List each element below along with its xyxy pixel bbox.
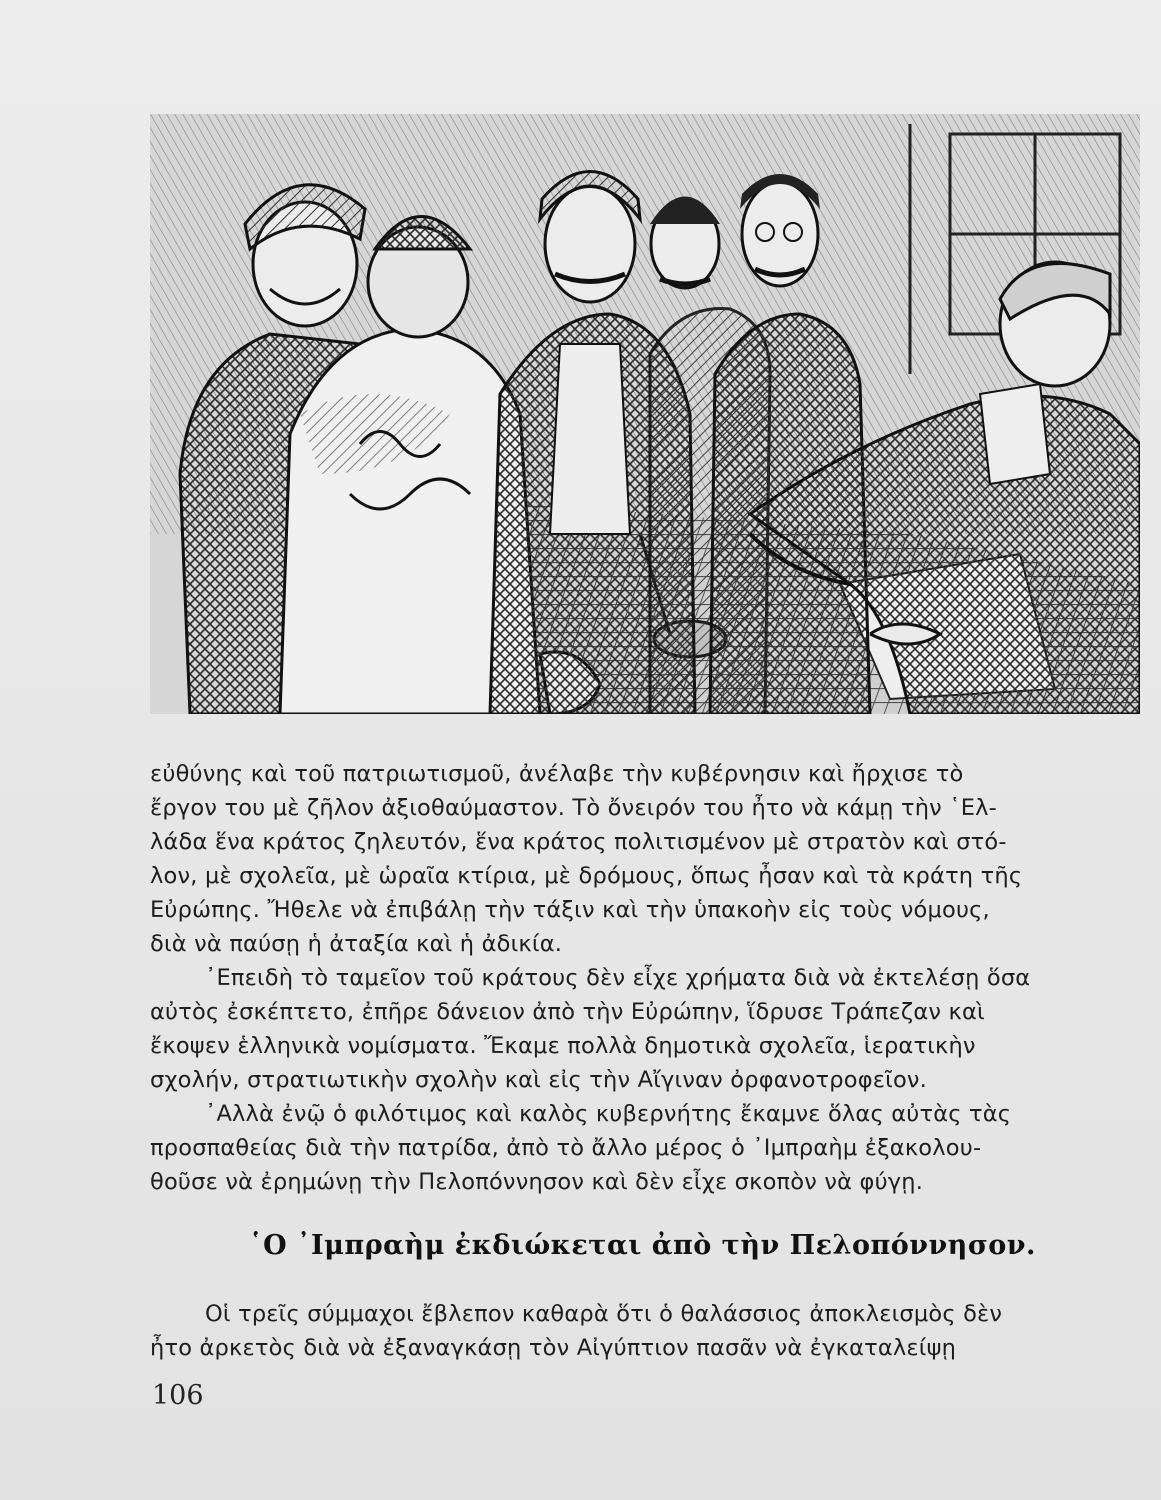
text-line: αὐτὸς ἐσκέπτετο, ἐπῆρε δάνειον ἀπὸ τὴν Εὐρώπην, ἵδρυσε Τράπεζαν καὶ — [150, 999, 985, 1025]
text-line: ᾿Επειδὴ τὸ ταμεῖον τοῦ κράτους δὲν εἶχε χρήματα διὰ νὰ ἐκτελέσῃ ὅσα — [205, 965, 1031, 991]
page-number: 106 — [152, 1380, 204, 1411]
text-line: σχολήν, στρατιωτικὴν σχολὴν καὶ εἰς τὴν Αἴγιναν ὀρφανοτροφεῖον. — [150, 1067, 928, 1093]
paragraph-3 — [150, 1097, 1135, 1199]
text-line: Οἱ τρεῖς σύμμαχοι ἔβλεπον καθαρὰ ὅτι ὁ θαλάσσιος ἀποκλεισμὸς δὲν — [205, 1301, 1003, 1327]
text-line: προσπαθείας διὰ τὴν πατρίδα, ἀπὸ τὸ ἄλλο μέρος ὁ ᾿Ιμπραὴμ ἐξακολου- — [150, 1135, 982, 1161]
text-line: ἔκοψεν ἑλληνικὰ νομίσματα. Ἔκαμε πολλὰ δημοτικὰ σχολεῖα, ἱερατικὴν — [150, 1033, 976, 1059]
text-line: εὐθύνης καὶ τοῦ πατριωτισμοῦ, ἀνέλαβε τὴν κυβέρνησιν καὶ ἤρχισε τὸ — [150, 761, 964, 787]
text-line: λον, μὲ σχολεῖα, μὲ ὡραῖα κτίρια, μὲ δρόμους, ὅπως ἦσαν καὶ τὰ κράτη τῆς — [150, 863, 1023, 889]
text-line: ἔργον του μὲ ζῆλον ἀξιοθαύμαστον. Τὸ ὄνειρόν του ἦτο νὰ κάμῃ τὴν ῾Ελ- — [150, 795, 997, 821]
body-text-before-heading — [150, 757, 1135, 1199]
text-line: θοῦσε νὰ ἐρημώνῃ τὴν Πελοπόννησον καὶ δὲν εἶχε σκοπὸν νὰ φύγῃ. — [150, 1169, 924, 1195]
text-line: Εὐρώπης. Ἤθελε νὰ ἐπιβάλῃ τὴν τάξιν καὶ τὴν ὑπακοὴν εἰς τοὺς νόμους, — [150, 897, 990, 923]
text-line: ἦτο ἀρκετὸς διὰ νὰ ἐξαναγκάσῃ τὸν Αἰγύπτιον πασᾶν νὰ ἐγκαταλείψῃ — [150, 1335, 957, 1361]
illustration-kapodistrias-with-chieftains — [150, 114, 1140, 714]
illustration-drawing — [150, 114, 1140, 714]
text-line: ᾿Αλλὰ ἐνῷ ὁ φιλότιμος καὶ καλὸς κυβερνήτης ἔκαμνε ὅλας αὐτὰς τὰς — [205, 1101, 1012, 1127]
paragraph-1 — [150, 757, 1135, 961]
paragraph-4 — [150, 1297, 1135, 1365]
text-line: διὰ νὰ παύσῃ ἡ ἀταξία καὶ ἡ ἀδικία. — [150, 931, 563, 957]
section-heading: ῾Ο ᾿Ιμπραὴμ ἐκδιώκεται ἀπὸ τὴν Πελοπόννησον. — [249, 1230, 1036, 1261]
paragraph-2 — [150, 961, 1135, 1097]
text-line: λάδα ἕνα κράτος ζηλευτόν, ἕνα κράτος πολιτισμένον μὲ στρατὸν καὶ στό- — [150, 829, 1007, 855]
body-text-after-heading — [150, 1297, 1135, 1365]
